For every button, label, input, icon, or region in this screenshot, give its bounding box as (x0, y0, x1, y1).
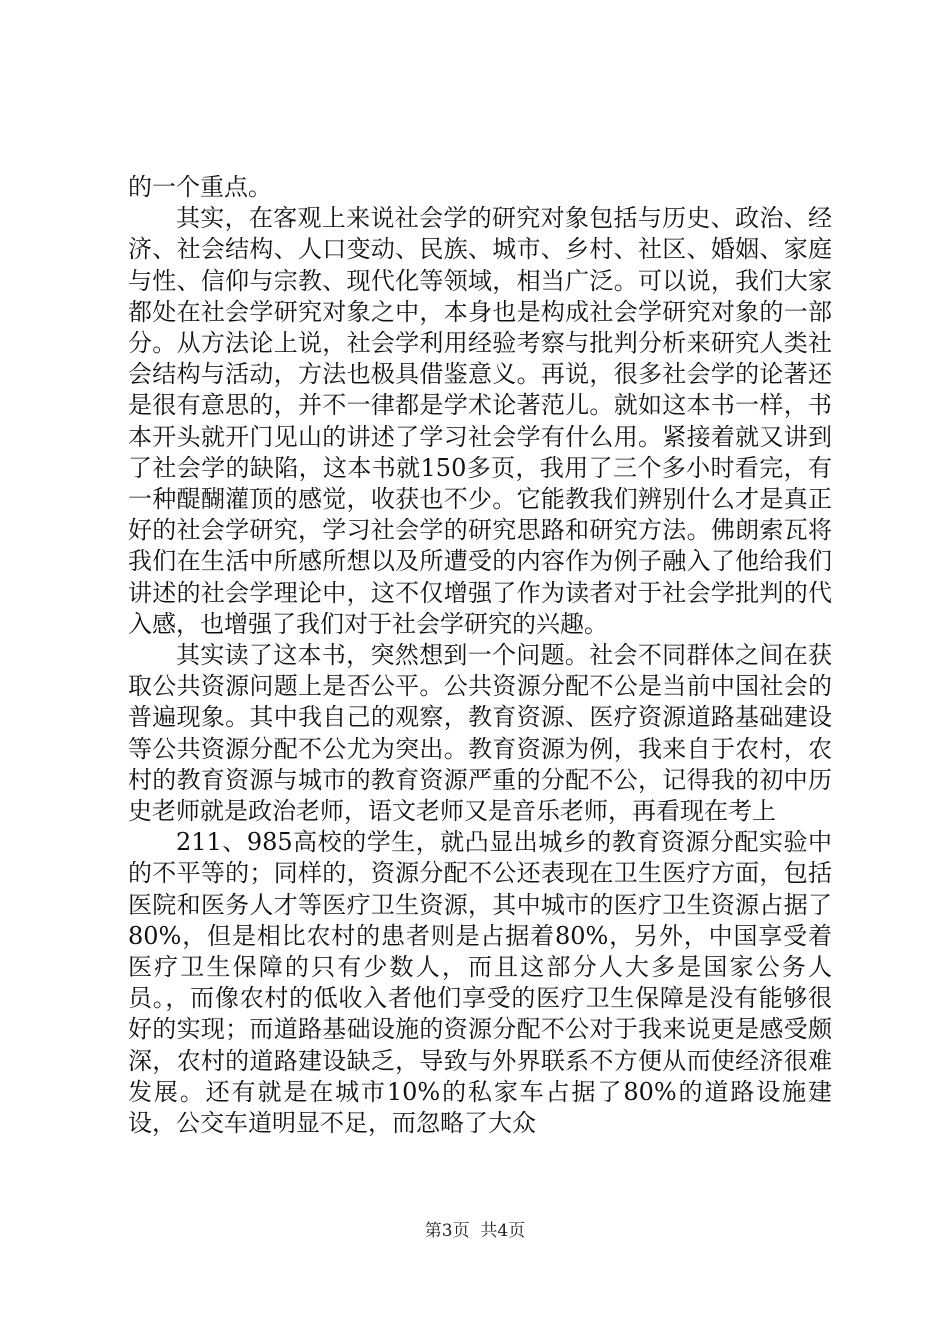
paragraph-sociology-scope: 其实，在客观上来说社会学的研究对象包括与历史、政治、经济、社会结构、人口变动、民族、城市、乡村、社区、婚姻、家庭与性、信仰与宗教、现代化等领域，相当广泛。可以说，我们大家都处在社会学研究对象之中，本身也是构成社会学研究对象的一部分。从方法论上说，社会学利用经验考察与批判分析来研究人类社会结构与活动，方法也极具借鉴意义。再说，很多社会学的论著还是很有意思的，并不一律都是学术论著范儿。就如这本书一样，书本开头就开门见山的讲述了学习社会学有什么用。紧接着就又讲到了社会学的缺陷，这本书就150多页，我用了三个多小时看完，有一种醍醐灌顶的感觉，收获也不少。它能教我们辨别什么才是真正好的社会学研究，学习社会学的研究思路和研究方法。佛朗索瓦将我们在生活中所感所想以及所遭受的内容作为例子融入了他给我们讲述的社会学理论中，这不仅增强了作为读者对于社会学批判的代入感，也增强了我们对于社会学研究的兴趣。 (128, 204, 832, 638)
paragraph-public-resources: 其实读了这本书，突然想到一个问题。社会不同群体之间在获取公共资源问题上是否公平。公共资源分配不公是当前中国社会的普遍现象。其中我自己的观察，教育资源、医疗资源道路基础建设等公共资源分配不公尤为突出。教育资源为例，我来自于农村，农村的教育资源与城市的教育资源严重的分配不公，记得我的初中历史老师就是政治老师，语文老师又是音乐老师，再看现在考上 (128, 641, 832, 826)
paragraph-continuation: 的一个重点。 (128, 173, 272, 201)
page-footer: 第3页 共4页 (424, 1221, 526, 1241)
paragraph-resource-inequality: 211、985高校的学生，就凸显出城乡的教育资源分配实验中的不平等的；同样的，资源分配不公还表现在卫生医疗方面，包括医院和医务人才等医疗卫生资源，其中城市的医疗卫生资源占据了80%，但是相比农村的患者则是占据着80%，另外，中国享受着医疗卫生保障的只有少数人，而且这部分人大多是国家公务人员。，而像农村的低收入者他们享受的医疗卫生保障是没有能够很好的实现；而道路基础设施的资源分配不公对于我来说更是感受颇深，农村的道路建设缺乏，导致与外界联系不方便从而使经济很难发展。还有就是在城市10%的私家车占据了80%的道路设施建设，公交车道明显不足，而忽略了大众 (128, 828, 832, 1138)
document-body (128, 172, 832, 1139)
